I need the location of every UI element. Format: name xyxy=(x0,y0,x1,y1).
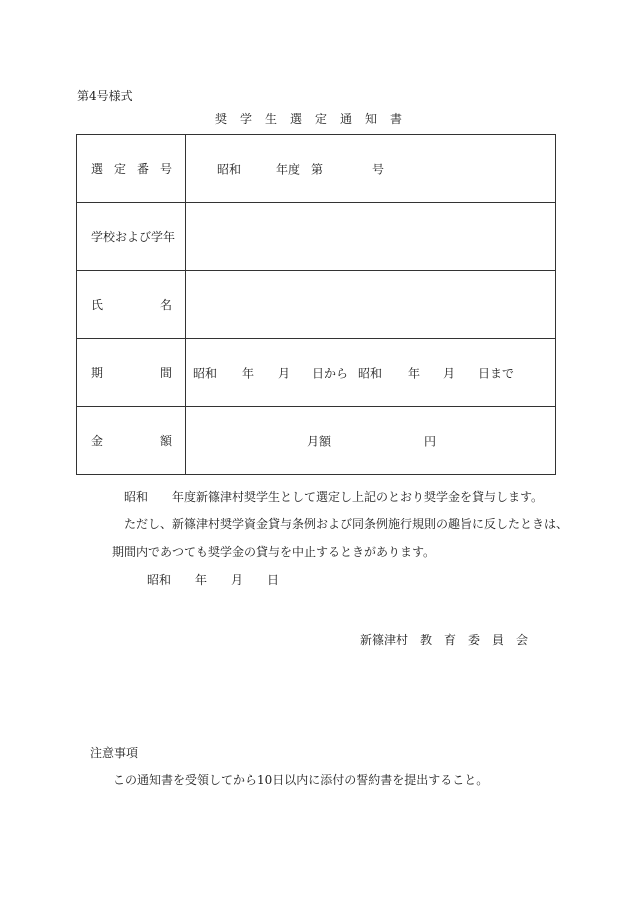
issue-date xyxy=(147,571,279,588)
form-number: 第4号様式 xyxy=(77,89,133,103)
notes-text: この通知書を受領してから10日以内に添付の誓約書を提出すること。 xyxy=(113,773,489,787)
label-period: 期 間 xyxy=(91,366,172,380)
period-end-month: 月 xyxy=(443,366,456,380)
value-selection-number xyxy=(186,135,556,203)
row-school xyxy=(77,203,556,271)
period-start-day: 日から xyxy=(312,366,349,380)
label-selection-number: 選 定 番 号 xyxy=(91,162,172,176)
notice-paragraph-3: 期間内であつても奨学金の貸与を中止するときがあります。 xyxy=(112,545,436,559)
value-amount xyxy=(186,407,556,475)
label-name: 氏 名 xyxy=(91,298,172,312)
issue-date-era: 昭和 xyxy=(147,573,172,587)
value-period xyxy=(186,339,556,407)
number-prefix: 第 xyxy=(311,162,324,176)
period-end-day: 日まで xyxy=(478,366,515,380)
row-period xyxy=(77,339,556,407)
issue-date-day: 日 xyxy=(267,573,280,587)
fiscal-year-label: 年度 xyxy=(276,162,301,176)
issue-date-year: 年 xyxy=(195,573,208,587)
number-suffix: 号 xyxy=(372,162,385,176)
yen-unit: 円 xyxy=(424,434,437,448)
issue-date-month: 月 xyxy=(231,573,244,587)
value-school xyxy=(186,203,556,271)
label-school: 学校および学年 xyxy=(91,230,176,244)
period-end-year: 年 xyxy=(408,366,421,380)
value-name xyxy=(186,271,556,339)
era-label: 昭和 xyxy=(217,162,242,176)
document-title: 奨学生選定通知書 xyxy=(214,112,415,126)
label-amount: 金 額 xyxy=(91,434,172,448)
row-amount xyxy=(77,407,556,475)
period-start-month: 月 xyxy=(278,366,291,380)
notice-paragraph-1: 昭和 年度新篠津村奨学生として選定し上記のとおり奨学金を貸与します。 xyxy=(124,490,544,504)
period-start-year: 年 xyxy=(242,366,255,380)
period-start-era: 昭和 xyxy=(193,366,218,380)
issuer: 新篠津村 教 育 委 員 会 xyxy=(360,633,529,647)
row-name xyxy=(77,271,556,339)
period-end-era: 昭和 xyxy=(358,366,383,380)
notice-paragraph-2: ただし、新篠津村奨学資金貸与条例および同条例施行規則の趣旨に反したときは、 xyxy=(124,517,569,531)
row-selection-number xyxy=(77,135,556,203)
monthly-amount-label: 月額 xyxy=(307,434,332,448)
selection-table xyxy=(76,134,556,475)
notes-heading: 注意事項 xyxy=(90,746,139,760)
